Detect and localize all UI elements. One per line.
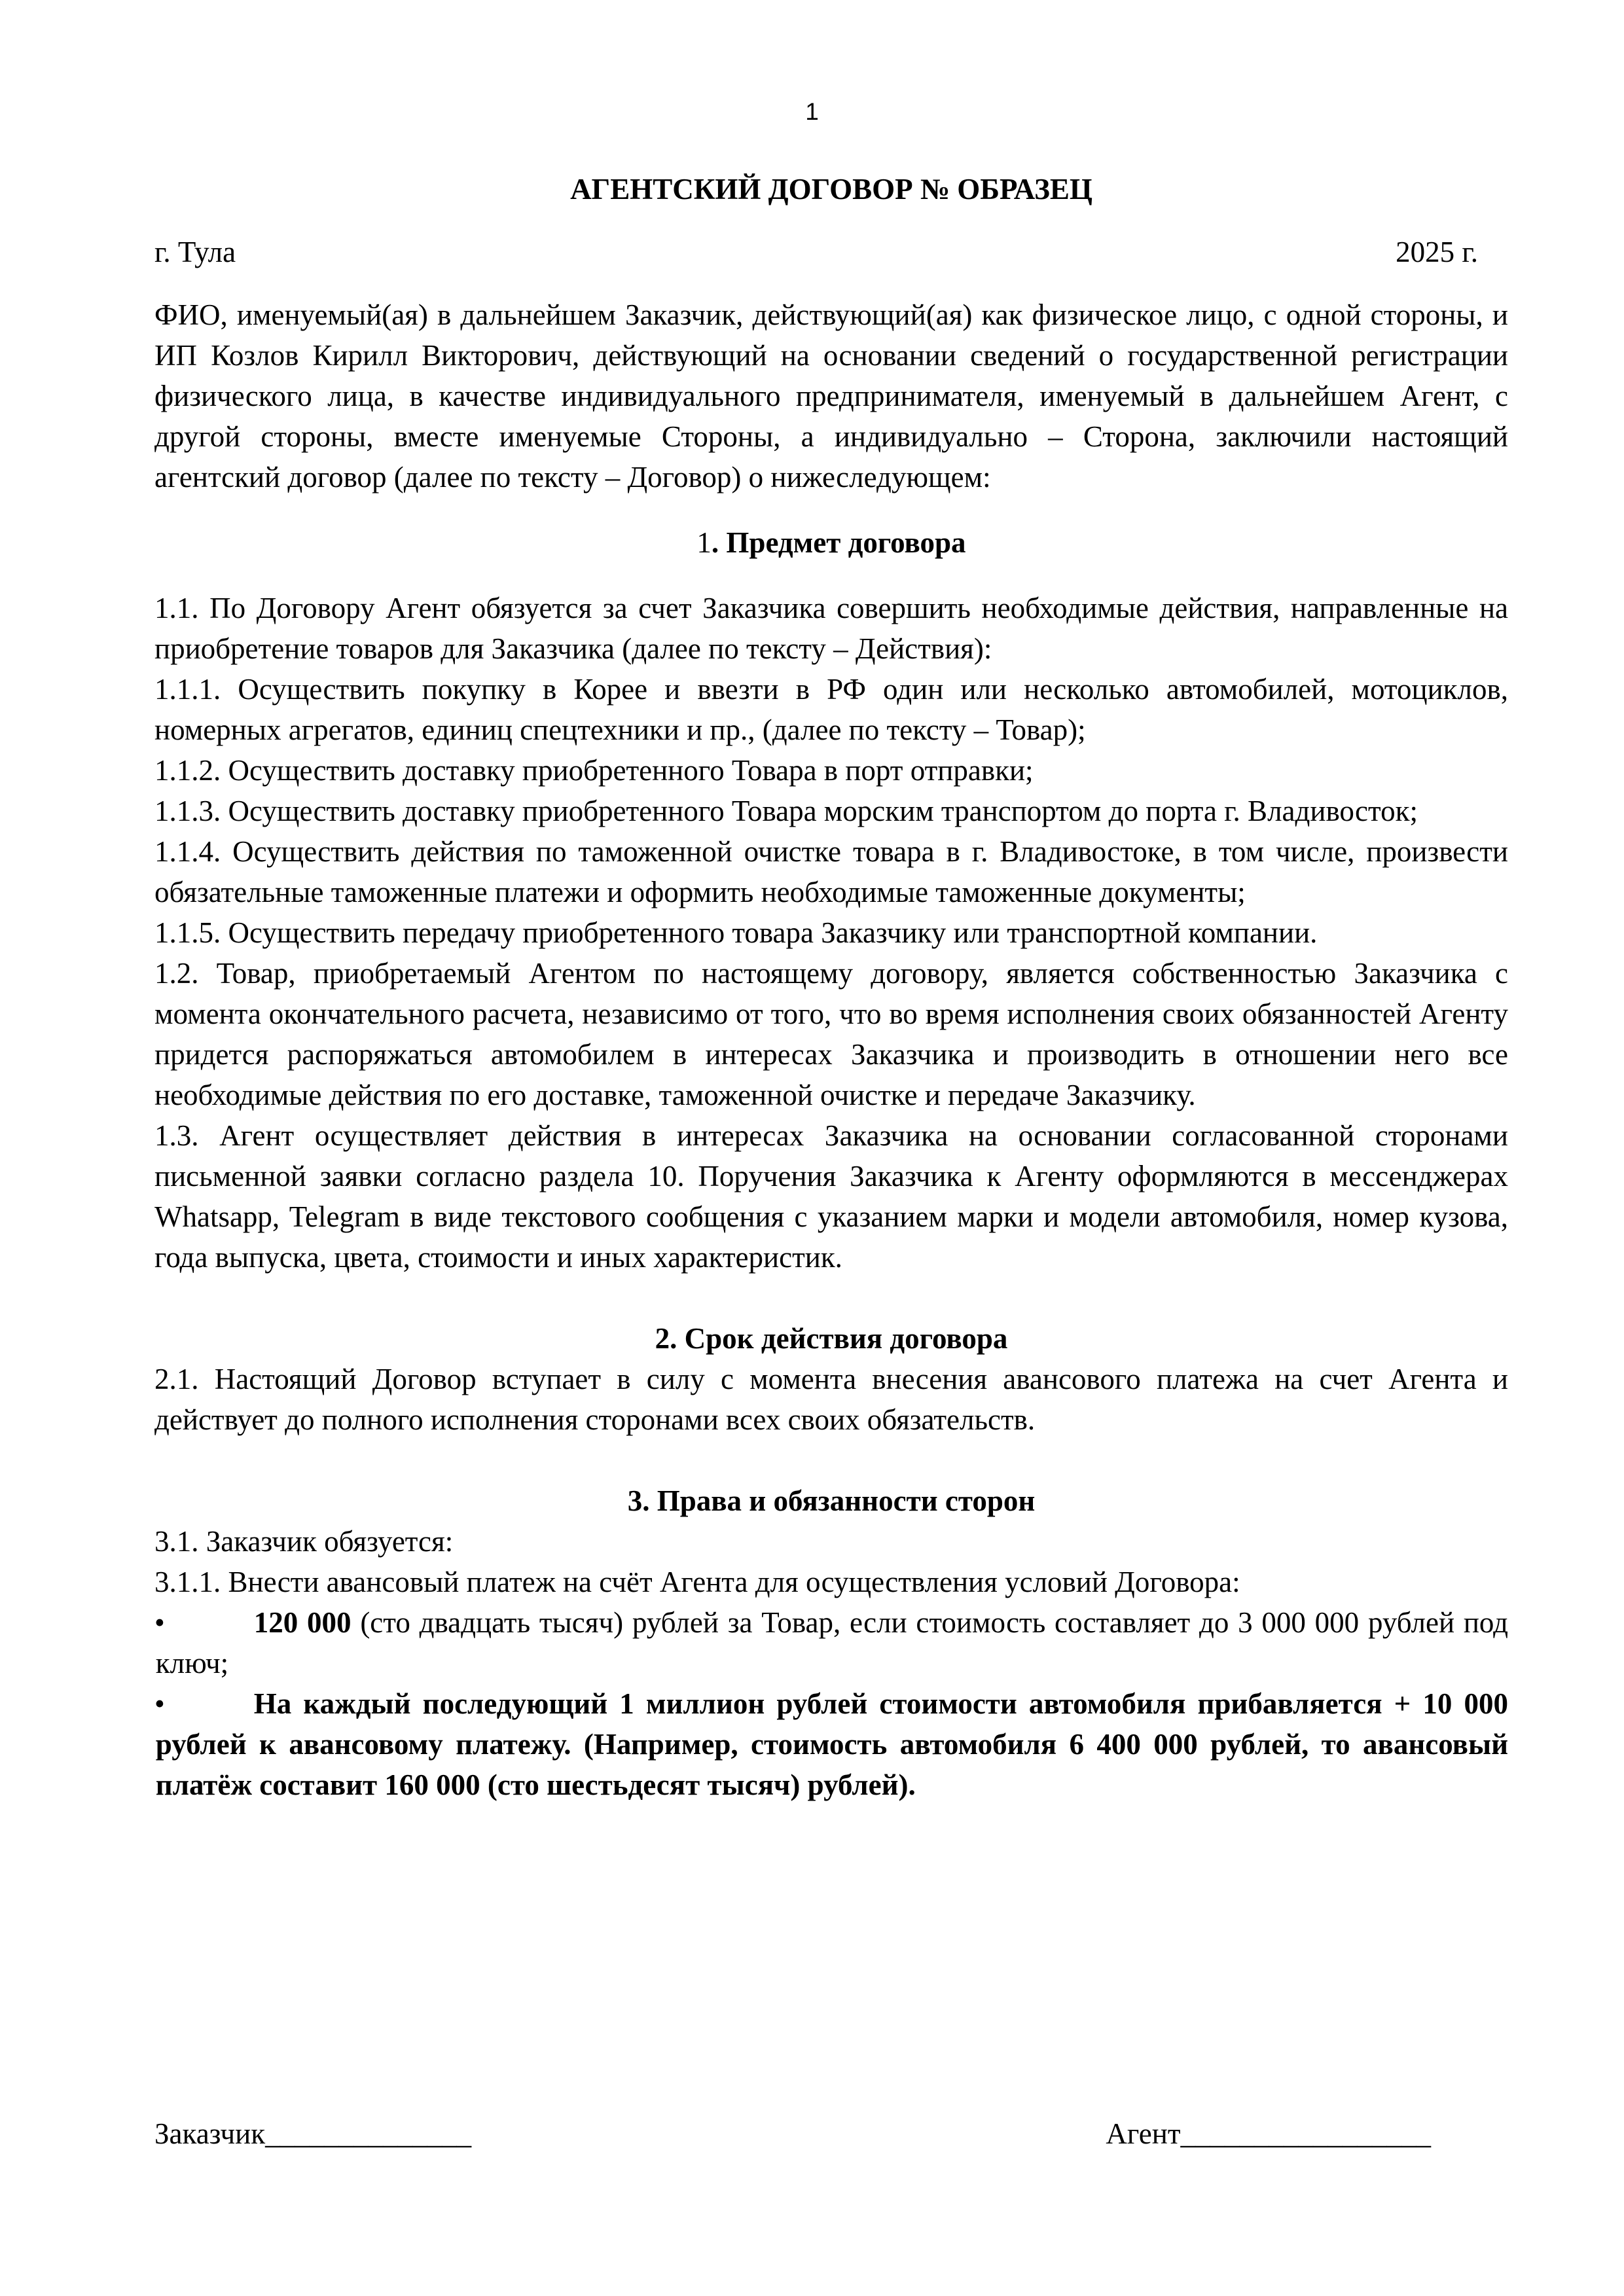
city: г. Тула bbox=[154, 236, 236, 268]
clause-1-1-4: 1.1.4. Осуществить действия по таможенной очистке товара в г. Владивостоке, в том числе, произвести обязательные таможенные платежи и оформить необходимые таможенные документы; bbox=[154, 835, 1508, 908]
section-1-number: 1 bbox=[696, 526, 712, 559]
clause-1-3: 1.3. Агент осуществляет действия в интересах Заказчика на основании согласованной сторонами письменной заявки согласно раздела 10. Поручения Заказчика к Агенту оформляются в мессенджерах Whatsapp, Telegram в виде текстового сообщения с указанием марки и модели автомобиля, номер кузова, года выпуска, цвета, стоимости и иных характеристик. bbox=[154, 1119, 1508, 1274]
bullet-text bbox=[156, 1602, 1508, 1683]
intro-paragraph: ФИО, именуемый(ая) в дальнейшем Заказчик, действующий(ая) как физическое лицо, с одной стороны, и ИП Козлов Кирилл Викторович, действующий на основании сведений о государственной регистрации физического лица, в качестве индивидуального предпринимателя, именуемый в дальнейшем Агент, с другой стороны, вместе именуемые Стороны, а индивидуально – Сторона, заключили настоящий агентский договор (далее по тексту – Договор) о нижеследующем: bbox=[154, 298, 1508, 493]
section-3-heading: 3. Права и обязанности сторон bbox=[627, 1484, 1036, 1517]
clause-1-2: 1.2. Товар, приобретаемый Агентом по настоящему договору, является собственностью Заказчика с момента окончательного расчета, независимо от того, что во время исполнения своих обязанностей Агенту придется распоряжаться автомобилем в интересах Заказчика и производить в отношении него все необходимые действия по его доставке, таможенной очистке и передаче Заказчику. bbox=[154, 957, 1508, 1111]
bullet-item-advance-base bbox=[154, 1602, 1508, 1683]
place-date-line bbox=[154, 232, 1508, 272]
clause-1-1-1: 1.1.1. Осуществить покупку в Корее и ввезти в РФ один или несколько автомобилей, мотоциклов, номерных агрегатов, единиц спецтехники и пр., (далее по тексту – Товар); bbox=[154, 673, 1508, 746]
page-number: 1 bbox=[805, 98, 819, 125]
clause-1-1-5: 1.1.5. Осуществить передачу приобретенного товара Заказчику или транспортной компании. bbox=[154, 916, 1318, 949]
section-2-heading: 2. Срок действия договора bbox=[655, 1322, 1008, 1355]
bullet-item-advance-increment bbox=[154, 1683, 1508, 1805]
bullet-mark: • bbox=[154, 1606, 165, 1639]
clause-1-1: 1.1. По Договору Агент обязуется за счет Заказчика совершить необходимые действия, направленные на приобретение товаров для Заказчика (далее по тексту – Действия): bbox=[154, 592, 1508, 665]
bullet-text: На каждый последующий 1 миллион рублей стоимости автомобиля прибавляется + 10 000 рублей к авансовому платежу. (Например, стоимость автомобиля 6 400 000 рублей, то авансовый платёж составит 160 000 (сто шестьдесят тысяч) рублей). bbox=[155, 1687, 1508, 1801]
document-title: АГЕНТСКИЙ ДОГОВОР № ОБРАЗЕЦ bbox=[570, 173, 1092, 206]
clause-3-1-1: 3.1.1. Внести авансовый платеж на счёт Агента для осуществления условий Договора: bbox=[154, 1566, 1240, 1598]
section-1-title: . Предмет договора bbox=[711, 526, 966, 559]
agent-signature: Агент_________________ bbox=[1106, 2117, 1431, 2150]
section-1-heading bbox=[154, 522, 1508, 563]
customer-signature: Заказчик______________ bbox=[154, 2117, 472, 2150]
advance-amount: 120 000 bbox=[253, 1606, 352, 1639]
signature-line bbox=[154, 2117, 1431, 2151]
advance-condition: (сто двадцать тысяч) рублей за Товар, если стоимость составляет до 3 000 000 рублей под ключ; bbox=[155, 1606, 1509, 1679]
bullet-mark: • bbox=[154, 1687, 165, 1720]
clause-3-1: 3.1. Заказчик обязуется: bbox=[154, 1525, 454, 1558]
clause-2-1: 2.1. Настоящий Договор вступает в силу с момента внесения авансового платежа на счет Агента и действует до полного исполнения сторонами всех своих обязательств. bbox=[154, 1363, 1508, 1436]
clause-1-1-3: 1.1.3. Осуществить доставку приобретенного Товара морским транспортом до порта г. Владивосток; bbox=[154, 795, 1418, 827]
document-body bbox=[154, 169, 1508, 1805]
year: 2025 г. bbox=[1396, 236, 1478, 268]
clause-1-1-2: 1.1.2. Осуществить доставку приобретенного Товара в порт отправки; bbox=[154, 754, 1034, 787]
